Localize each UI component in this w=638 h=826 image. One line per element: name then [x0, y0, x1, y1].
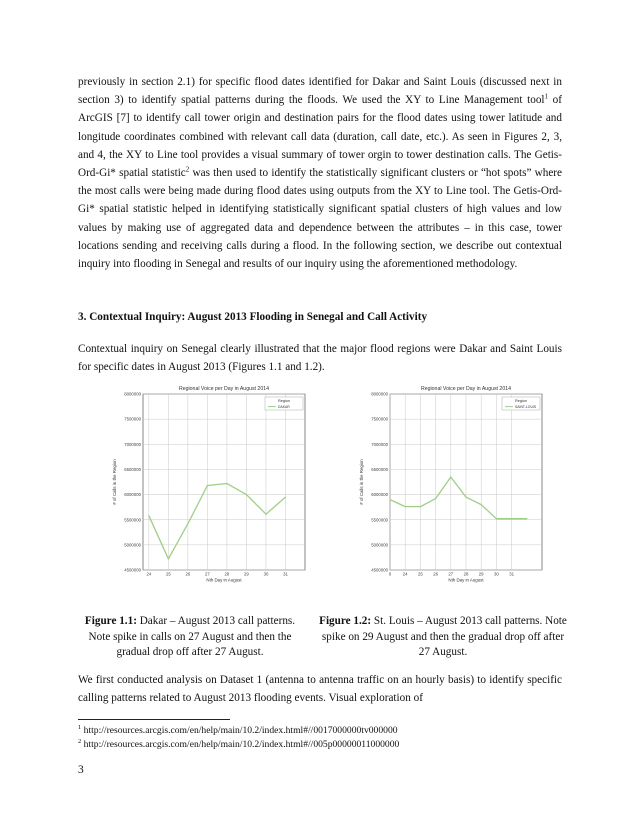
x-tick-label: 24: [402, 571, 408, 577]
y-tick-label: 4500000: [371, 567, 388, 573]
x-tick-label: 29: [244, 571, 249, 577]
data-point: [265, 514, 266, 515]
x-tick-label: 27: [448, 571, 454, 577]
y-tick-label: 6500000: [124, 467, 141, 473]
x-axis-label: Nth Day in August: [206, 577, 242, 583]
data-point: [435, 498, 436, 499]
figure-1-2-chart: [358, 380, 548, 584]
x-tick-label: 26: [433, 571, 438, 577]
footnote-2: [78, 738, 399, 751]
data-point: [168, 558, 169, 559]
caption-label: Figure 1.1:: [84, 615, 137, 627]
y-tick-label: 7500000: [371, 416, 388, 422]
x-tick-label: 28: [224, 571, 230, 577]
footnote-ref-1[interactable]: 1: [544, 92, 549, 101]
figure-1-1-chart: [108, 380, 308, 584]
y-tick-label: 5500000: [124, 517, 141, 523]
x-tick-label: 31: [283, 571, 288, 577]
data-point: [450, 476, 451, 477]
data-point: [187, 523, 188, 524]
paragraph-text: previously in section 2.1) for specific flood dates identified for Dakar and Saint Louis (discussed next in section 3) to identify spatial patterns during the floods. We used the XY to Line Management tool: [78, 76, 562, 107]
chart-title: Regional Voice per Day in August 2014: [421, 386, 511, 392]
y-tick-label: 8000000: [371, 391, 388, 397]
x-tick-label: 25: [418, 571, 423, 577]
legend-title: Region: [514, 398, 528, 403]
plot-area: [143, 394, 305, 570]
y-axis-label: # of Calls in the Region: [359, 459, 364, 505]
y-tick-label: 4500000: [124, 567, 141, 573]
y-tick-label: 6000000: [371, 492, 388, 498]
data-point: [389, 499, 390, 500]
x-tick-label: 25: [165, 571, 171, 577]
x-tick-label: 30: [494, 571, 499, 577]
y-tick-label: 6000000: [124, 492, 141, 498]
footnote-1: [78, 724, 398, 737]
data-point: [405, 506, 406, 507]
caption-text: St. Louis – August 2013 call patterns. Note spike on 29 August and then the gradual drop off after 27 August.: [321, 615, 567, 658]
y-tick-label: 8000000: [124, 391, 141, 397]
data-point: [246, 494, 247, 495]
legend-title: Region: [277, 398, 291, 403]
page-number: 3: [78, 764, 84, 776]
legend-label: DAKAR: [278, 405, 290, 409]
footnote-link[interactable]: http://resources.arcgis.com/en/help/main/10.2/index.html#//005p00000011000000: [83, 739, 400, 750]
paragraph-context: Contextual inquiry on Senegal clearly illustrated that the major flood regions were Dakar and Saint Louis for specific dates in August 2013 (Figures 1.1 and 1.2).: [78, 343, 562, 374]
data-point: [207, 485, 208, 486]
x-tick-label: 27: [205, 571, 210, 577]
figure-1-1-caption: [74, 614, 306, 661]
chart-legend: [265, 397, 303, 410]
footnote-number: 1: [78, 723, 82, 731]
data-point: [526, 518, 527, 519]
figure-1-2-caption: [318, 614, 568, 661]
x-tick-label: 30: [263, 571, 269, 577]
footnote-link[interactable]: http://resources.arcgis.com/en/help/main/10.2/index.html#//0017000000tv000000: [83, 725, 398, 736]
footnote-ref-2[interactable]: 2: [185, 165, 190, 174]
paragraph-text: was then used to identify the statistically significant clusters or “hot spots” where the most calls were being made during flood dates using outputs from the XY to Line tool. The Getis-Ord-Gi* spatial statistic helped in identifying statistically significant spatial clusters of high values and low values by making use of aggregated data and dependence between the attributes – in this case, tower locations sending and receiving calls during a flood. In the following section, we describe out contextual inquiry into flooding in Senegal and results of our inquiry using the aforementioned methodology.: [78, 167, 562, 271]
data-point: [285, 496, 286, 497]
section-heading: 3. Contextual Inquiry: August 2013 Flooding in Senegal and Call Activity: [78, 311, 428, 323]
y-tick-label: 7000000: [371, 441, 388, 447]
y-tick-label: 6500000: [371, 467, 388, 473]
data-point: [465, 496, 466, 497]
y-tick-label: 5000000: [371, 542, 388, 548]
y-tick-label: 7500000: [124, 416, 141, 422]
y-axis-label: # of Calls in the Region: [112, 459, 117, 505]
caption-text: Dakar – August 2013 call patterns. Note spike in calls on 27 August and then the gradual drop off after 27 August.: [88, 615, 296, 658]
paragraph-analysis: We first conducted analysis on Dataset 1 (antenna to antenna traffic on an hourly basis) to identify specific calling patterns related to August 2013 flooding events. Visual exploration of: [78, 674, 562, 705]
footnote-number: 2: [78, 737, 82, 745]
x-tick-label: 31: [509, 571, 514, 577]
x-axis-label: Nth Day in August: [448, 577, 484, 583]
chart-legend: [502, 397, 540, 410]
paragraph-methods: [78, 73, 562, 273]
data-point: [148, 515, 149, 516]
chart-title: Regional Voice per Day in August 2014: [179, 386, 269, 392]
dakar-line-chart: [108, 380, 308, 584]
data-point: [496, 518, 497, 519]
y-tick-label: 5500000: [371, 517, 388, 523]
data-point: [226, 483, 227, 484]
saint-louis-line-chart: [358, 380, 548, 584]
footnote-divider: [78, 719, 230, 720]
paragraph-text: of ArcGIS [7] to identify call tower origin and destination pairs for the flood dates using tower latitude and longitude coordinates combined with relevant call data (duration, call date, etc.). As seen in Figures 2, 3, and 4, the XY to Line tool provides a visual summary of tower orgin to tower destination calls. The Getis-Ord-Gi* spatial statistic: [78, 94, 562, 180]
data-point: [481, 504, 482, 505]
data-point: [511, 518, 512, 519]
caption-label: Figure 1.2:: [319, 615, 372, 627]
y-tick-label: 7000000: [124, 441, 141, 447]
legend-label: SAINT-LOUIS: [515, 405, 537, 409]
x-tick-label: 24: [146, 571, 152, 577]
y-tick-label: 5000000: [124, 542, 141, 548]
x-tick-label: 26: [185, 571, 191, 577]
x-tick-label: 29: [478, 571, 484, 577]
x-tick-label: 0: [388, 571, 392, 577]
data-point: [420, 506, 421, 507]
x-tick-label: 28: [463, 571, 469, 577]
